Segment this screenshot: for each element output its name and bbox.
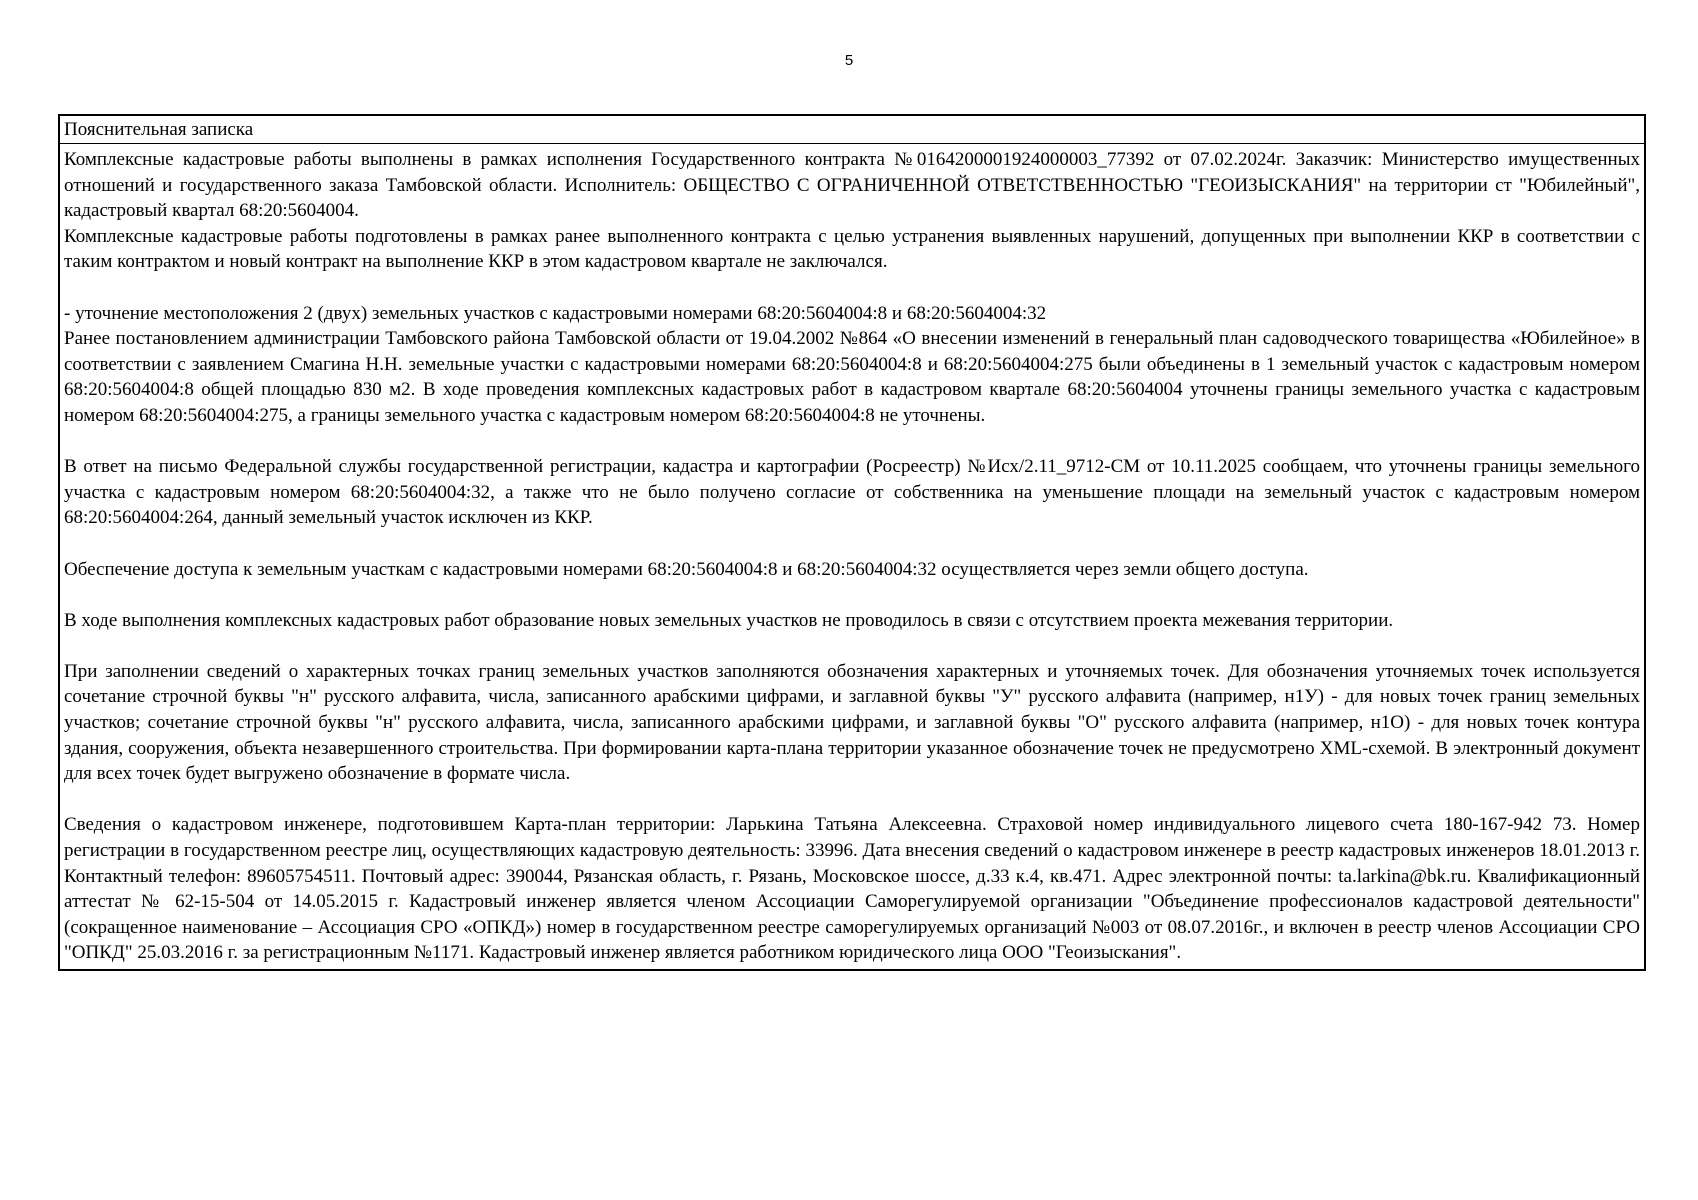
paragraph-contract-info: Комплексные кадастровые работы выполнены в рамках исполнения Государственного контракта №0164200001924000003_77392 от 07.02.2024г. Заказчик: Министерство имущественных отношений и государственного заказа Тамбовской области. Исполнитель: ОБЩЕСТВО С ОГРАНИЧЕННОЙ ОТВЕТСТВЕННОСТЬЮ "ГЕОИЗЫСКАНИЯ" на территории ст "Юбилейный", кадастровый квартал 68:20:5604004. — [64, 149, 1640, 222]
paragraph-access: Обеспечение доступа к земельным участкам с кадастровыми номерами 68:20:5604004:8 и 68:20:5604004:32 осуществляется через земли общего доступа. — [64, 558, 1309, 580]
paragraph-rosreestr-response: В ответ на письмо Федеральной службы государственной регистрации, кадастра и картографии (Росреестр) №Исх/2.11_9712-СМ от 10.11.2025 сообщаем, что уточнены границы земельного участка с кадастровым номером 68:20:5604004:32, а также что не было получено согласие от собственника на уменьшение площади на земельный участок с кадастровым номером 68:20:5604004:264, данный земельный участок исключен из ККР. — [64, 456, 1640, 529]
paragraph-previous-contract: Комплексные кадастровые работы подготовлены в рамках ранее выполненного контракта с целью устранения выявленных нарушений, допущенных при выполнении ККР в соответствии с таким контрактом и новый контракт на выполнение ККР в этом кадастровом квартале не заключался. — [64, 225, 1640, 273]
paragraph-prior-resolution: Ранее постановлением администрации Тамбовского района Тамбовской области от 19.04.2002 №864 «О внесении изменений в генеральный план садоводческого товарищества «Юбилейное» в соответствии с заявлением Смагина Н.Н. земельные участки с кадастровыми номерами 68:20:5604004:8 и 68:20:5604004:275 были объединены в 1 земельный участок с кадастровым номером 68:20:5604004:8 общей площадью 830 м2. В ходе проведения комплексных кадастровых работ в кадастровом квартале 68:20:5604004 уточнены границы земельного участка с кадастровым номером 68:20:5604004:275, а границы земельного участка с кадастровым номером 68:20:5604004:8 не уточнены. — [64, 328, 1640, 426]
paragraph-no-new-parcels: В ходе выполнения комплексных кадастровых работ образование новых земельных участков не проводилось в связи с отсутствием проекта межевания территории. — [64, 609, 1394, 631]
paragraph-boundary-refinement: - уточнение местоположения 2 (двух) земельных участков с кадастровыми номерами 68:20:5604004:8 и 68:20:5604004:32 — [64, 302, 1047, 324]
paragraph-engineer-info: Сведения о кадастровом инженере, подготовившем Карта-план территории: Ларькина Татьяна Алексеевна. Страховой номер индивидуального лицевого счета 180-167-942 73. Номер регистрации в государственном реестре лиц, осуществляющих кадастровую деятельность: 33996. Дата внесения сведений о кадастровом инженере в реестр кадастровых инженеров 18.01.2013 г. Контактный телефон: 89605754511. Почтовый адрес: 390044, Рязанская область, г. Рязань, Московское шоссе, д.33 к.4, кв.471. Адрес электронной почты: ta.larkina@bk.ru. Квалификационный аттестат № 62-15-504 от 14.05.2015 г. Кадастровый инженер является членом Ассоциации Саморегулируемой организации "Объединение профессионалов кадастровой деятельности" (сокращенное наименование – Ассоциация СРО «ОПКД») номер в государственном реестре саморегулируемых организаций №003 от 08.07.2016г., и включен в реестр членов Ассоциации СРО "ОПКД" 25.03.2016 г. за регистрационным №1171. Кадастровый инженер является работником юридического лица ООО "Геоизыскания". — [64, 814, 1640, 964]
paragraph-point-designations: При заполнении сведений о характерных точках границ земельных участков заполняются обозначения характерных и уточняемых точек. Для обозначения уточняемых точек используется сочетание строчной буквы "н" русского алфавита, числа, записанного арабскими цифрами, и заглавной буквы "У" русского алфавита (например, н1У) - для новых точек границ земельных участков; сочетание строчной буквы "н" русского алфавита, числа, записанного арабскими цифрами, и заглавной буквы "О" русского алфавита (например, н1О) - для новых точек контура здания, сооружения, объекта незавершенного строительства. При формировании карта-плана территории указанное обозначение точек не предусмотрено XML-схемой. В электронный документ для всех точек будет выгружено обозначение в формате числа. — [64, 660, 1640, 785]
page-number: 5 — [844, 52, 854, 69]
explanatory-note-table — [58, 114, 1646, 971]
explanatory-note-header: Пояснительная записка — [60, 116, 1644, 144]
explanatory-note-body — [60, 144, 1644, 969]
